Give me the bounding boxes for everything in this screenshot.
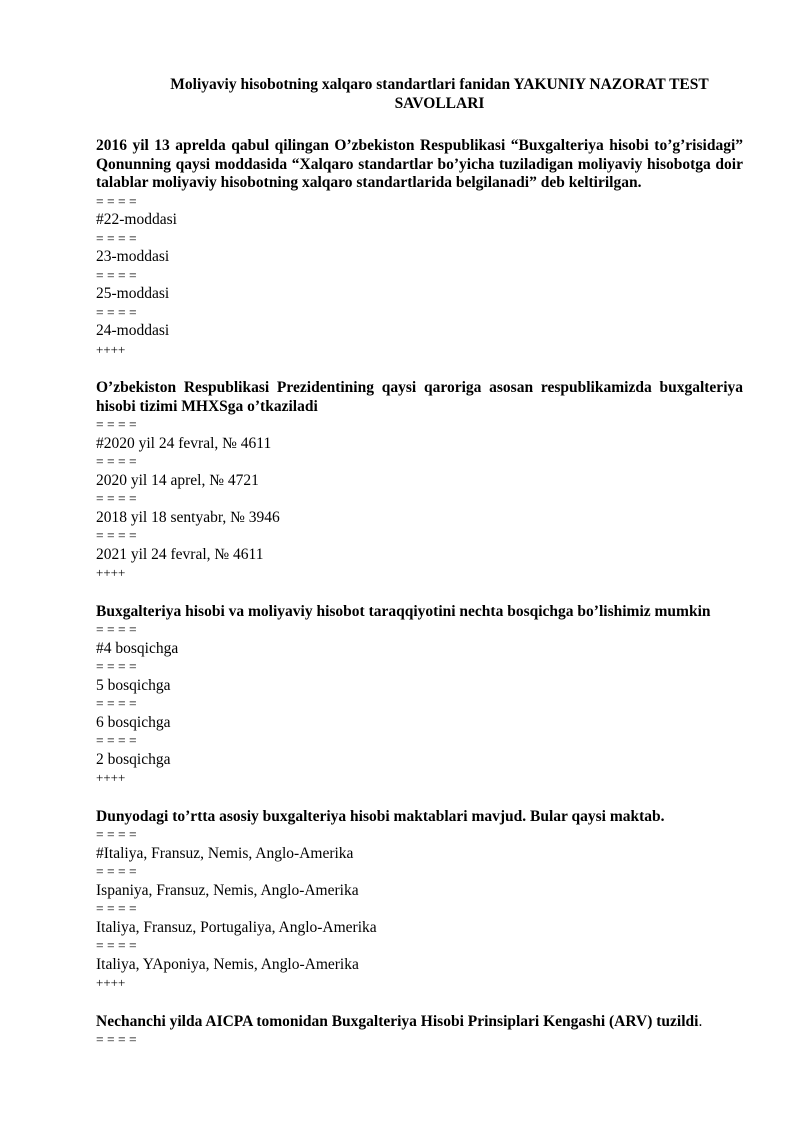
separator: = = = =: [96, 454, 137, 469]
question-text: O’zbekiston Respublikasi Prezidentining qaysi qaroriga asosan respublikamizda buxgalteriya hisobi tizimi MHXSga o’tkaziladi: [96, 379, 743, 415]
separator: = = = =: [96, 193, 137, 209]
separator: = = = =: [96, 938, 137, 953]
end-marker: ++++: [96, 975, 126, 990]
answer-option: 5 bosqichga: [96, 676, 171, 694]
answer-option: 2018 yil 18 sentyabr, № 3946: [96, 508, 280, 526]
answer-option: #22-moddasi: [96, 211, 177, 228]
question-text: Dunyodagi to’rtta asosiy buxgalteriya hisobi maktablari mavjud. Bular qaysi maktab.: [96, 807, 665, 825]
answer-option: 23-moddasi: [96, 248, 170, 265]
separator: = = = =: [96, 1032, 137, 1047]
separator: = = = =: [96, 528, 137, 543]
separator: = = = =: [96, 491, 137, 506]
question-4: [96, 808, 743, 993]
answer-option: 6 bosqichga: [96, 713, 171, 731]
separator: = = = =: [96, 622, 137, 637]
separator: = = = =: [96, 864, 137, 879]
answer-option: 25-moddasi: [96, 285, 170, 302]
answer-option: 2 bosqichga: [96, 750, 171, 768]
separator: = = = =: [96, 696, 137, 711]
question-3: [96, 603, 743, 788]
answer-option: 2020 yil 14 aprel, № 4721: [96, 471, 259, 489]
question-2: [96, 379, 743, 583]
end-marker: ++++: [96, 341, 126, 357]
separator: = = = =: [96, 267, 137, 283]
separator: = = = =: [96, 659, 137, 674]
answer-option: #4 bosqichga: [96, 639, 179, 657]
question-text-main: Nechanchi yilda AICPA tomonidan Buxgalteriya Hisobi Prinsiplari Kengashi (ARV) tuzildi: [96, 1012, 699, 1030]
separator: = = = =: [96, 827, 137, 842]
answer-option: Italiya, YAponiya, Nemis, Anglo-Amerika: [96, 955, 359, 973]
question-text: [96, 1013, 743, 1032]
question-1: [96, 137, 743, 359]
separator: = = = =: [96, 733, 137, 748]
separator: = = = =: [96, 230, 137, 246]
answer-option: #2020 yil 24 fevral, № 4611: [96, 434, 272, 452]
document-title: Moliyaviy hisobotning xalqaro standartlari fanidan YAKUNIY NAZORAT TEST SAVOLLARI: [170, 76, 709, 112]
answer-option: 24-moddasi: [96, 322, 170, 339]
answer-option: 2021 yil 24 fevral, № 4611: [96, 545, 264, 563]
separator: = = = =: [96, 417, 137, 432]
answer-option: Ispaniya, Fransuz, Nemis, Anglo-Amerika: [96, 881, 359, 899]
question-text: Buxgalteriya hisobi va moliyaviy hisobot taraqqiyotini nechta bosqichga bo’lishimiz mumkin: [96, 602, 711, 620]
answer-option: #Italiya, Fransuz, Nemis, Anglo-Amerika: [96, 844, 354, 862]
question-text: 2016 yil 13 aprelda qabul qilingan O’zbekiston Respublikasi “Buxgalteriya hisobi to’g’risidagi” Qonunning qaysi moddasida “Xalqaro standartlar bo’yicha tuziladigan moliyaviy hisobotga doir talablar moliyaviy hisobotning xalqaro standartlarida belgilanadi” deb keltirilgan.: [96, 137, 743, 191]
separator: = = = =: [96, 901, 137, 916]
answer-option: Italiya, Fransuz, Portugaliya, Anglo-Amerika: [96, 918, 377, 936]
question-text-tail: .: [698, 1012, 703, 1030]
separator: = = = =: [96, 304, 137, 320]
end-marker: ++++: [96, 565, 126, 580]
question-5: [96, 1013, 743, 1050]
document-page: [96, 76, 743, 1050]
end-marker: ++++: [96, 770, 126, 785]
